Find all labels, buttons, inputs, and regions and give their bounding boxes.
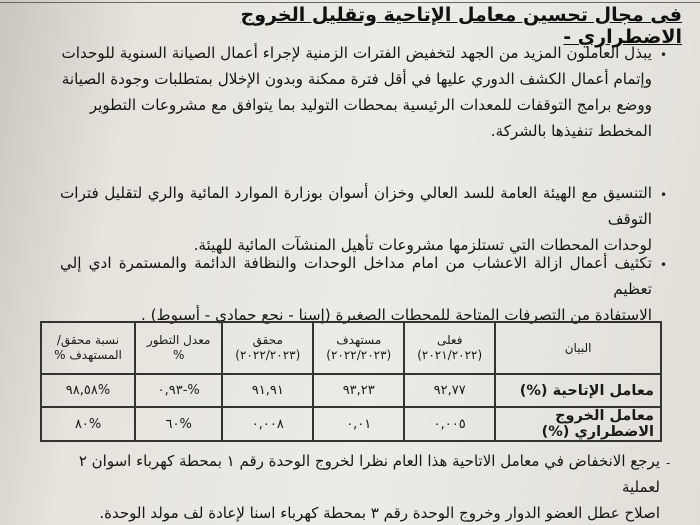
header-target: مستهدف (٢٠٢٢/٢٠٢٣) [313,322,404,374]
cell-growth: %-٠,٩٣ [135,374,222,407]
text-line: يبذل العاملون المزيد من الجهد لتخفيض الفترات الزمنية لإجراء أعمال الصيانة السنوية للوحدات [61,44,652,62]
bullet-paragraph-2 [60,180,652,258]
text-line: وإتمام أعمال الكشف الدوري عليها في أقل فترة ممكنة وبدون الإخلال بمتطلبات وجودة الصيانة [61,70,652,88]
row-label: معامل الإتاحية (%) [495,374,661,407]
cell-achieved: ٩١,٩١ [222,374,313,407]
indicators-table [40,321,662,442]
cell-actual-prev: ٩٢,٧٧ [404,374,495,407]
header-actual-prev: فعلى (٢٠٢١/٢٠٢٢) [404,322,495,374]
bullet-marker: • [660,48,668,62]
table-row [41,374,661,407]
bullet-paragraph-1 [60,40,652,144]
cell-achieved: ٠,٠٠٨ [222,407,313,441]
top-rule [0,2,700,3]
header-item: البيان [495,322,661,374]
cell-growth: %٦٠ [135,407,222,441]
section-heading: فى مجال تحسين معامل الإتاحية وتقليل الخروج الاضطراري - [240,4,682,48]
cell-actual-prev: ٠,٠٠٥ [404,407,495,441]
text-line: اصلاح عطل العضو الدوار وخروج الوحدة رقم ٣ بمحطة كهرباء اسنا لإعادة لف مولد الوحدة. [99,504,660,522]
text-line: لوحدات المحطات التي تستلزمها مشروعات تأهيل المنشآت المائية للهيئة. [193,236,652,254]
bullet-marker: • [660,258,668,272]
text-line: المخطط تنفيذها بالشركة. [490,122,652,140]
cell-ratio: %٨٠ [41,407,135,441]
note-paragraph [40,448,660,525]
header-growth: معدل التطور % [135,322,222,374]
dash-marker: - [666,456,671,470]
bullet-paragraph-3 [60,250,652,328]
text-line: ووضع برامج التوقفات للمعدات الرئيسية بمحطات التوليد بما يتوافق مع مشروعات التطوير [89,96,652,114]
cell-ratio: %٩٨,٥٨ [41,374,135,407]
text-line: الاستفادة من التصرفات المتاحة للمحطات الصغيرة (إسنا - نجع حمادي - أسيوط) . [140,306,652,324]
text-line: التنسيق مع الهيئة العامة للسد العالي وخزان أسوان بوزارة الموارد المائية والري لتقليل فترات التوقف [60,184,652,228]
cell-target: ٩٣,٢٣ [313,374,404,407]
header-achieved: محقق (٢٠٢٢/٢٠٢٣) [222,322,313,374]
row-label: معامل الخروج الاضطراري (%) [495,407,661,441]
table-row [41,407,661,441]
cell-target: ٠,٠١ [313,407,404,441]
bullet-marker: • [660,188,668,202]
text-line: يرجع الانخفاض في معامل الاتاحية هذا العام نظرا لخروج الوحدة رقم ١ بمحطة كهرباء اسوان ٢ لعملية [78,452,660,496]
header-ratio: نسبة محقق/ المستهدف % [41,322,135,374]
table-header-row [41,322,661,374]
text-line: تكثيف أعمال ازالة الاعشاب من امام مداخل الوحدات والنظافة الدائمة والمستمرة ادي إلي تعظيم [60,254,652,298]
